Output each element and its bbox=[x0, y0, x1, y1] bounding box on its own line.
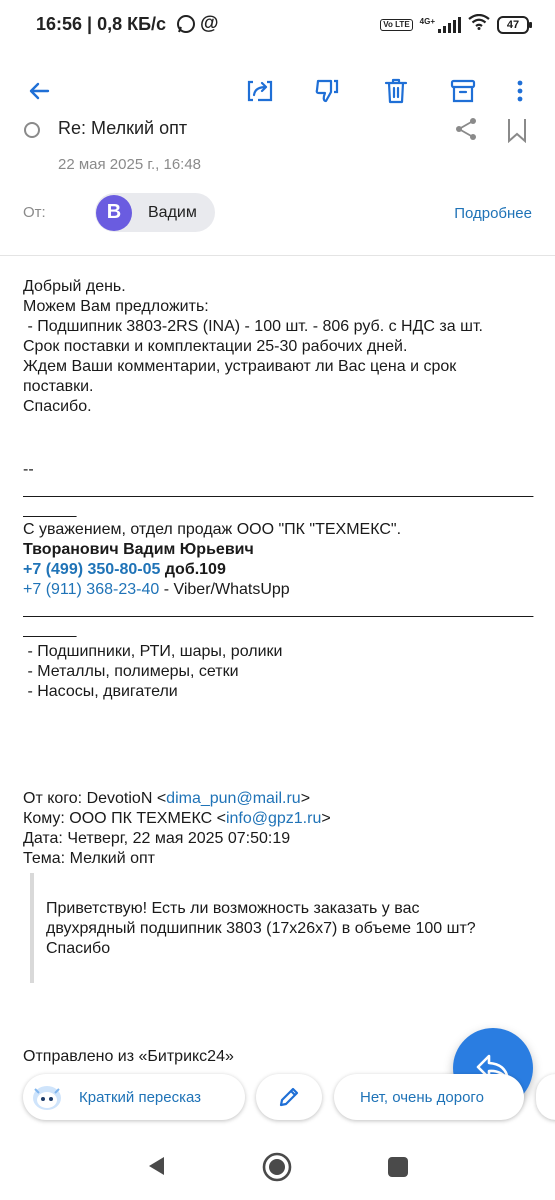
compose-suggestion-button[interactable] bbox=[256, 1074, 322, 1120]
navigation-bar bbox=[0, 1135, 555, 1200]
body-line: поставки. bbox=[23, 378, 94, 395]
summary-label: Краткий пересказ bbox=[79, 1088, 202, 1106]
signal-icon bbox=[438, 17, 461, 33]
bookmark-icon[interactable] bbox=[506, 117, 528, 148]
summary-button[interactable] bbox=[23, 1074, 245, 1120]
sent-from-footer: Отправлено из «Битрикс24» bbox=[23, 1048, 234, 1065]
signature-rule: ______ bbox=[23, 501, 77, 518]
back-arrow-icon[interactable] bbox=[22, 74, 56, 108]
volte-badge: Vo LTE bbox=[380, 19, 412, 31]
share-icon[interactable] bbox=[454, 117, 478, 146]
quoted-message bbox=[46, 899, 536, 959]
status-bar bbox=[0, 0, 555, 52]
ai-assistant-icon bbox=[27, 1077, 67, 1117]
quick-reply-label: Нет, очень дорого bbox=[360, 1088, 484, 1106]
network-type: 4G+ bbox=[419, 17, 435, 26]
status-time: 16:56 | 0,8 КБ/с bbox=[36, 14, 167, 34]
quote-line: двухрядный подшипник 3803 (17х26х7) в объеме 100 шт? bbox=[46, 920, 476, 937]
product-item: - Металлы, полимеры, сетки bbox=[23, 663, 239, 680]
quote-bar bbox=[30, 873, 34, 983]
signature-name: Творанович Вадим Юрьевич bbox=[23, 541, 254, 558]
quote-date: Дата: Четверг, 22 мая 2025 07:50:19 bbox=[23, 830, 291, 847]
at-icon: @ bbox=[200, 13, 219, 34]
quote-from-email[interactable]: dima_pun@mail.ru bbox=[166, 790, 301, 807]
avatar: В bbox=[96, 195, 132, 231]
body-line: Можем Вам предложить: bbox=[23, 298, 209, 315]
forward-icon[interactable] bbox=[243, 74, 277, 108]
product-item: - Насосы, двигатели bbox=[23, 683, 178, 700]
signature-regards: С уважением, отдел продаж ООО "ПК "ТЕХМЕКС". bbox=[23, 521, 402, 538]
signature-ext: доб.109 bbox=[160, 561, 226, 578]
archive-icon[interactable] bbox=[446, 74, 480, 108]
quoted-header: От кого: DevotioN <dima_pun@mail.ru> Кому: ООО ПК ТЕХМЕКС <info@gpz1.ru> Дата: Четверг, 22 мая 2025 07:50:19 Тема: Мелкий опт bbox=[23, 789, 535, 869]
pencil-icon bbox=[277, 1085, 301, 1109]
message-date: 22 мая 2025 г., 16:48 bbox=[58, 156, 202, 173]
quote-from-label: От кого: DevotioN < bbox=[23, 790, 167, 807]
product-item: - Подшипники, РТИ, шары, ролики bbox=[23, 643, 283, 660]
more-suggestions-button[interactable] bbox=[536, 1074, 555, 1120]
quote-subject: Тема: Мелкий опт bbox=[23, 850, 155, 867]
signature-rule: ____________________________________________________________ bbox=[23, 481, 533, 498]
status-right bbox=[380, 14, 529, 35]
from-label: От: bbox=[23, 204, 46, 221]
nav-home-icon[interactable] bbox=[262, 1152, 292, 1187]
header-divider bbox=[0, 255, 555, 256]
quick-reply-button[interactable] bbox=[334, 1074, 524, 1120]
signature-dashes: -- bbox=[23, 461, 34, 478]
signature-phone-1[interactable]: +7 (499) 350-80-05 bbox=[23, 561, 161, 578]
sender-name: Вадим bbox=[148, 203, 197, 221]
message-body bbox=[23, 277, 535, 417]
trash-icon[interactable] bbox=[379, 74, 413, 108]
quote-to-email[interactable]: info@gpz1.ru bbox=[225, 810, 322, 827]
body-line: Спасибо. bbox=[23, 398, 92, 415]
wifi-icon bbox=[468, 14, 490, 35]
signature-messenger: - Viber/WhatsUpp bbox=[159, 581, 290, 598]
battery-indicator: 47 bbox=[497, 16, 529, 34]
details-link[interactable]: Подробнее bbox=[454, 205, 532, 222]
signature-block bbox=[23, 460, 535, 702]
quote-line: Спасибо bbox=[46, 940, 111, 957]
sender-chip[interactable] bbox=[95, 193, 215, 232]
spam-icon[interactable] bbox=[310, 74, 344, 108]
nav-recents-icon[interactable] bbox=[387, 1156, 409, 1183]
quote-line: Приветствую! Есть ли возможность заказать у вас bbox=[46, 900, 420, 917]
body-line: Добрый день. bbox=[23, 278, 126, 295]
body-line: Ждем Ваши комментарии, устраивают ли Вас цена и срок bbox=[23, 358, 457, 375]
message-subject: Re: Мелкий опт bbox=[58, 118, 188, 138]
unread-toggle-icon[interactable] bbox=[24, 122, 40, 138]
quote-to-label: Кому: ООО ПК ТЕХМЕКС < bbox=[23, 810, 226, 827]
whatsapp-icon bbox=[176, 14, 196, 39]
signature-rule: ____________________________________________________________ bbox=[23, 601, 533, 618]
signature-rule: ______ bbox=[23, 621, 77, 638]
body-line: - Подшипник 3803-2RS (INA) - 100 шт. - 806 руб. с НДС за шт. bbox=[23, 318, 483, 335]
body-line: Срок поставки и комплектации 25-30 рабочих дней. bbox=[23, 338, 408, 355]
more-vert-icon[interactable] bbox=[503, 74, 537, 108]
nav-back-icon[interactable] bbox=[146, 1155, 166, 1182]
signature-phone-2[interactable]: +7 (911) 368-23-40 bbox=[23, 581, 160, 598]
